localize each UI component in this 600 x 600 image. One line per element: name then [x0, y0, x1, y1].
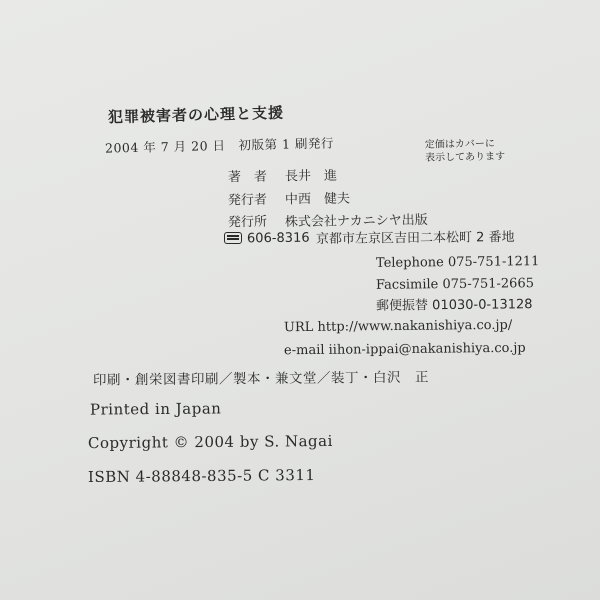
postal-mark-icon — [224, 232, 242, 244]
printed-in: Printed in Japan — [89, 399, 222, 419]
postal-code: 606-8316 — [246, 230, 310, 247]
book-title: 犯罪被害者の心理と支援 — [107, 103, 285, 127]
author-label: 著 者 — [227, 169, 268, 186]
publisher-label: 発行者 — [227, 192, 268, 209]
author-name: 長井 進 — [284, 168, 338, 185]
website-url: URL http://www.nakanishiya.co.jp/ — [283, 317, 513, 336]
price-notice-line-1: 定価はカバーに — [424, 138, 495, 151]
price-notice — [425, 137, 505, 164]
publishing-house: 株式会社ナカニシヤ出版 — [284, 213, 428, 230]
publisher-name: 中西 健夫 — [284, 191, 351, 208]
isbn: ISBN 4-88848-835-5 C 3311 — [87, 466, 316, 486]
print-info: 印刷・創栄図書印刷／製本・兼文堂／装丁・白沢 正 — [92, 369, 430, 389]
telephone: Telephone 075-751-1211 — [375, 254, 540, 271]
postal-transfer: 郵便振替 01030-0-13128 — [375, 297, 533, 314]
copyright: Copyright © 2004 by S. Nagai — [87, 431, 333, 453]
facsimile: Facsimile 075-751-2665 — [375, 276, 535, 293]
house-label: 発行所 — [227, 214, 268, 231]
email-address: e-mail iihon-ippai@nakanishiya.co.jp — [283, 340, 526, 359]
edition-date: 2004 年 7 月 20 日 初版第 1 刷発行 — [104, 135, 335, 156]
street-address: 京都市左京区吉田二本松町 2 番地 — [315, 229, 515, 248]
price-notice-line-2: 表示してあります — [425, 151, 506, 164]
